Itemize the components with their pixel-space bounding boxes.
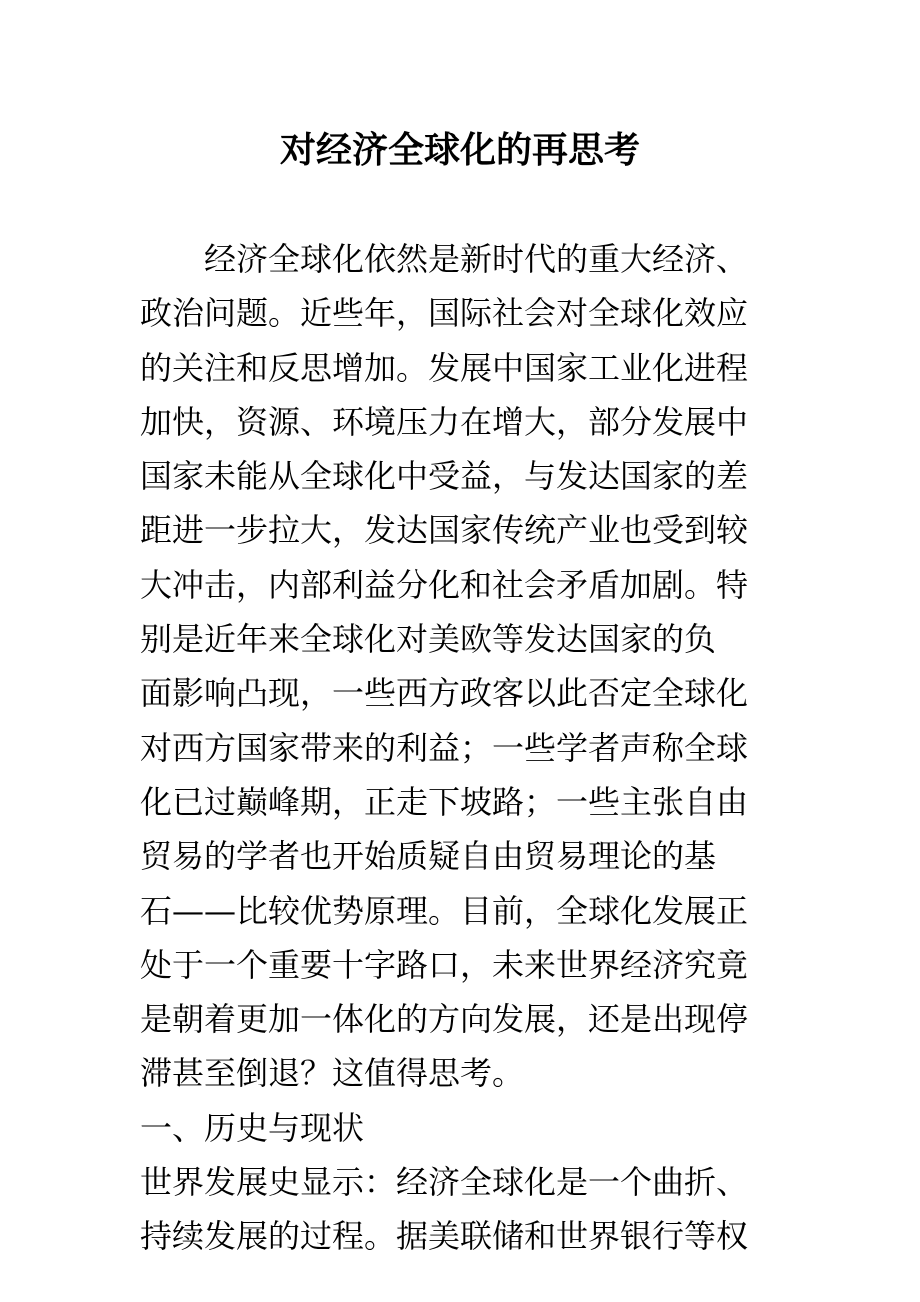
text-line: 世界发展史显示：经济全球化是一个曲折、 bbox=[140, 1163, 749, 1202]
text-line: 加快，资源、环境压力在增大，部分发展中 bbox=[140, 402, 749, 441]
text-line: 国家未能从全球化中受益，与发达国家的差 bbox=[140, 457, 749, 496]
text-line: 别是近年来全球化对美欧等发达国家的负 bbox=[140, 620, 717, 659]
text-line: 化已过巅峰期，正走下坡路；一些主张自由 bbox=[140, 782, 749, 821]
document-title: 对经济全球化的再思考 bbox=[279, 129, 640, 171]
section-heading: 一、历史与现状 bbox=[140, 1108, 365, 1147]
text-line: 距进一步拉大，发达国家传统产业也受到较 bbox=[140, 511, 749, 550]
text-line: 石——比较优势原理。目前，全球化发展正 bbox=[140, 891, 749, 930]
text-line: 政治问题。近些年，国际社会对全球化效应 bbox=[140, 294, 749, 333]
text-line: 面影响凸现，一些西方政客以此否定全球化 bbox=[140, 674, 749, 713]
text-line: 对西方国家带来的利益；一些学者声称全球 bbox=[140, 728, 749, 767]
text-line: 滞甚至倒退？这值得思考。 bbox=[140, 1054, 525, 1093]
text-line: 处于一个重要十字路口，未来世界经济究竟 bbox=[140, 945, 749, 984]
text-line: 经济全球化依然是新时代的重大经济、 bbox=[140, 240, 749, 278]
text-line: 持续发展的过程。据美联储和世界银行等权 bbox=[140, 1217, 749, 1256]
text-line: 的关注和反思增加。发展中国家工业化进程 bbox=[140, 348, 749, 387]
text-line: 大冲击，内部利益分化和社会矛盾加剧。特 bbox=[140, 565, 749, 604]
text-line: 是朝着更加一体化的方向发展，还是出现停 bbox=[140, 1000, 749, 1039]
text-line: 贸易的学者也开始质疑自由贸易理论的基 bbox=[140, 837, 717, 876]
document-body bbox=[140, 232, 800, 1264]
